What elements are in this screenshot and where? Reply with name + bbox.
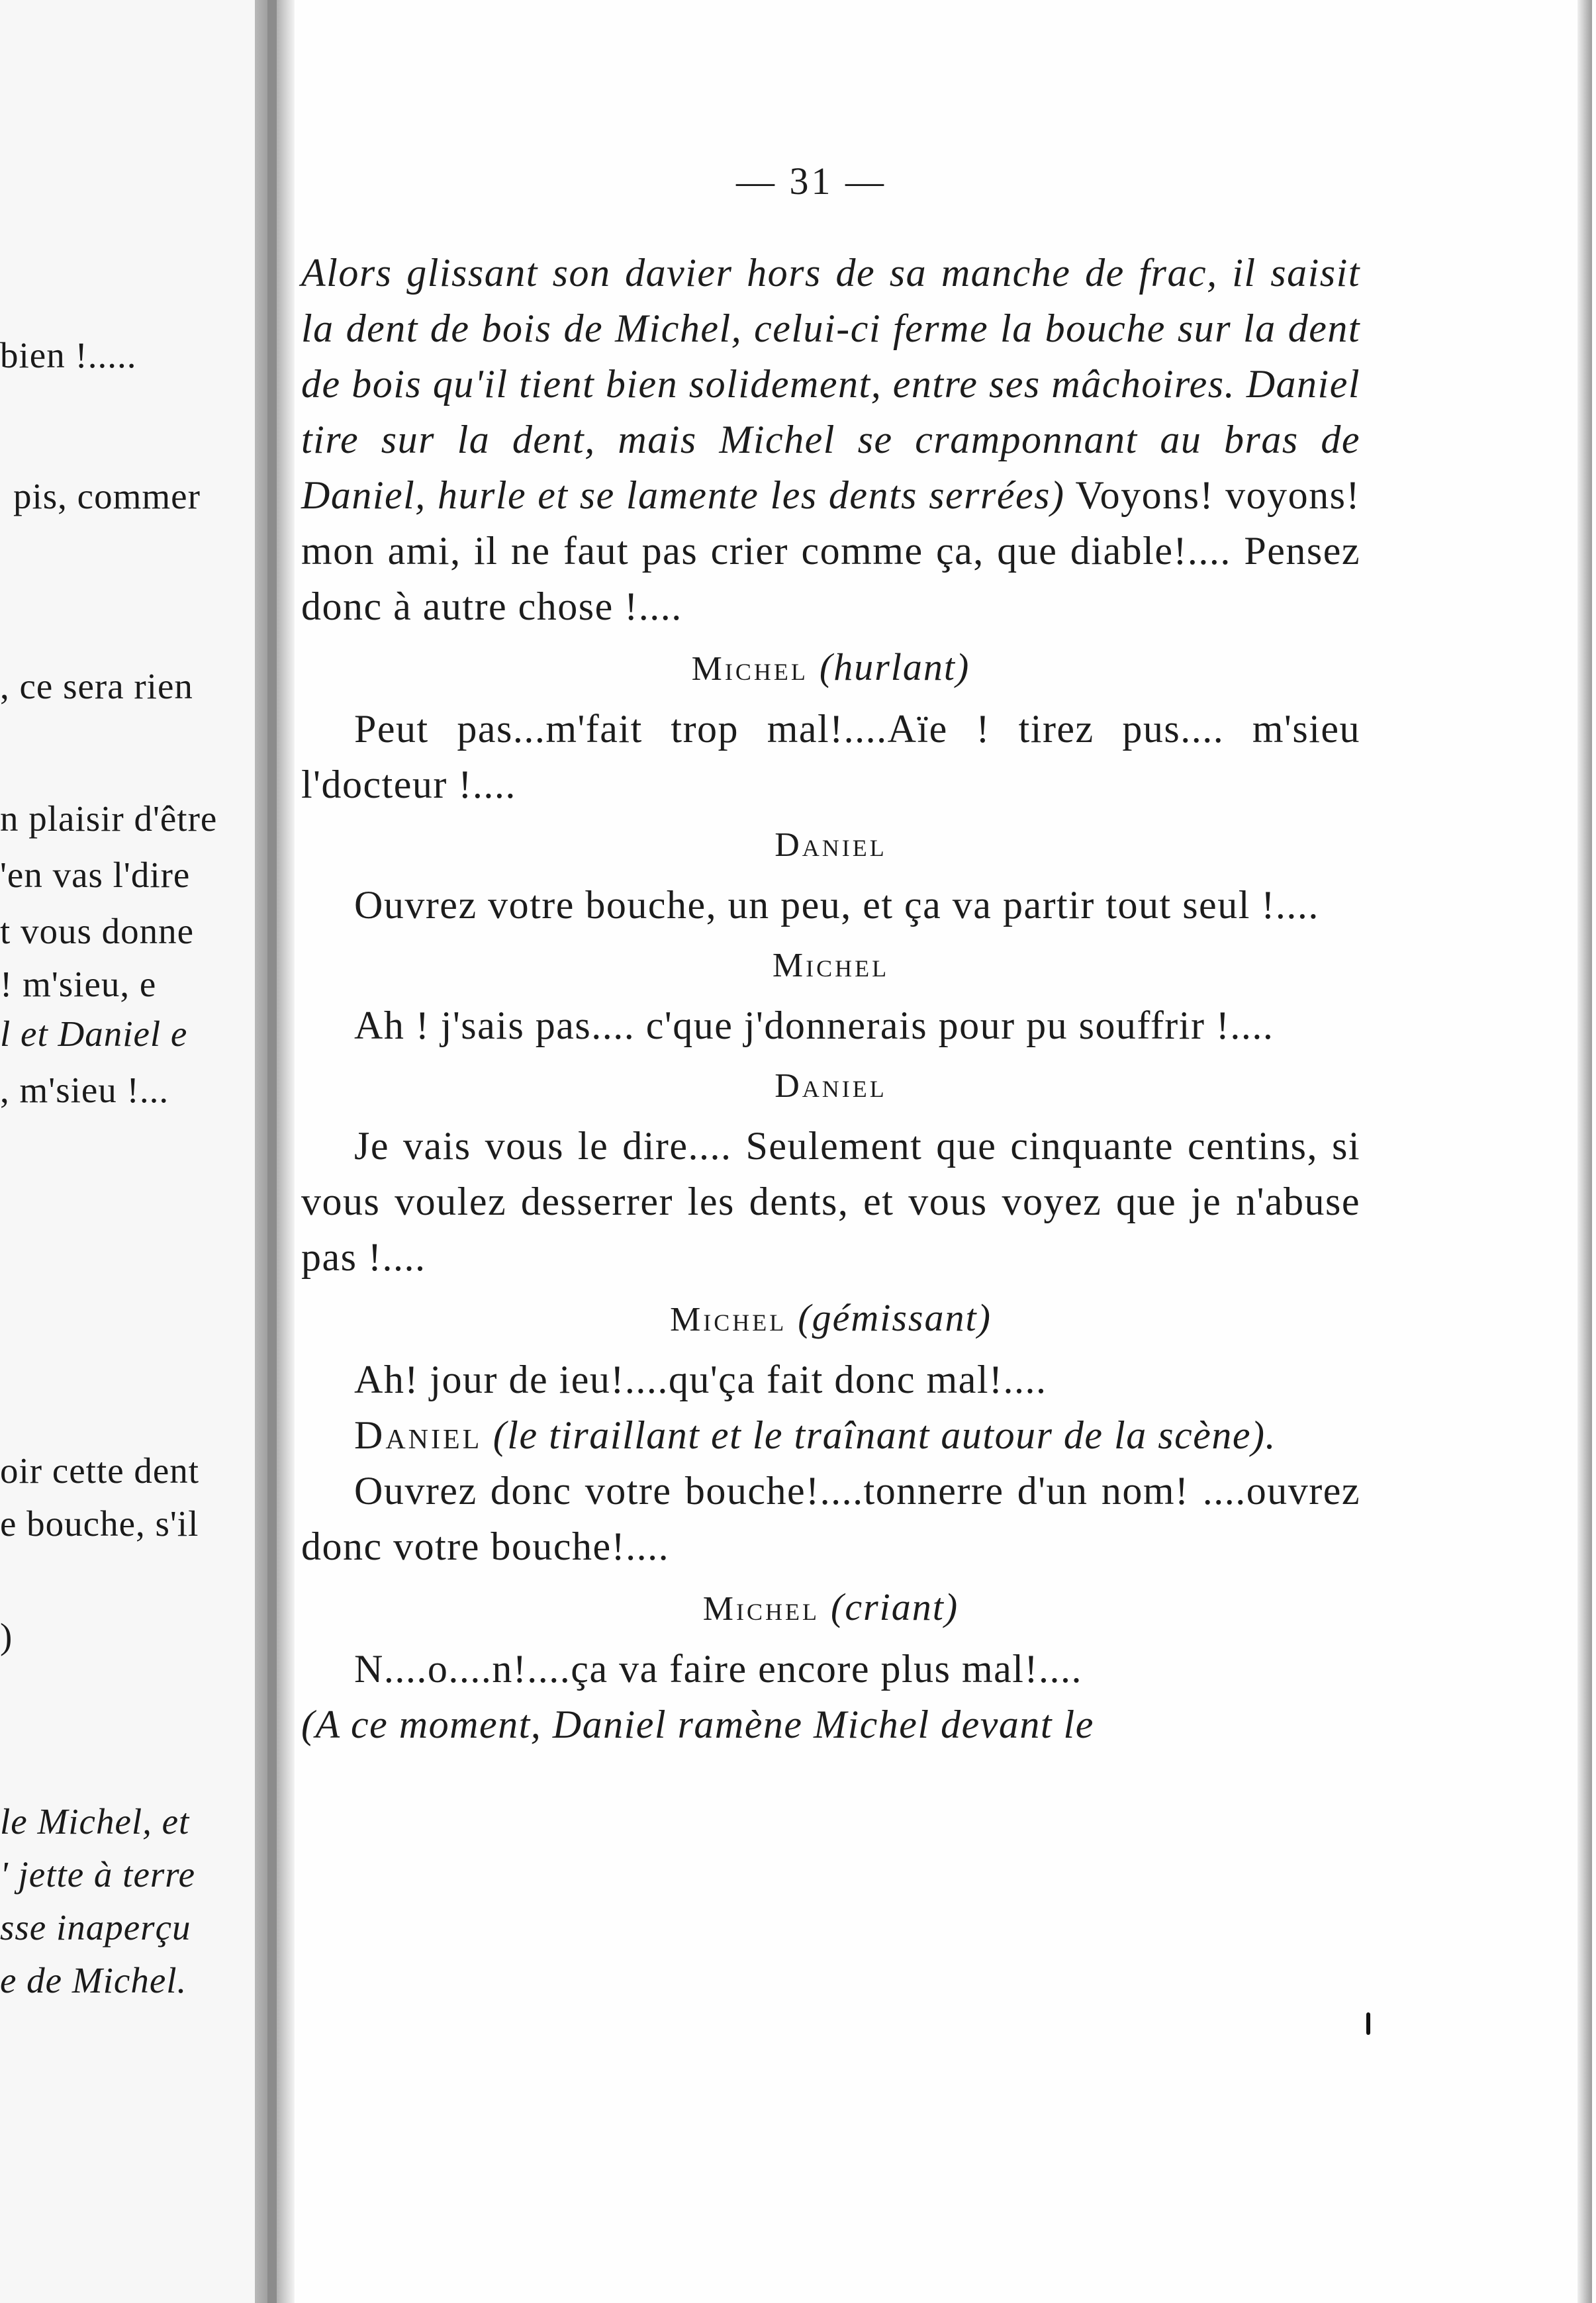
- daniel-line: Voyons! voyons! mon ami, il ne faut pas crier comme ça, que diable!.... Pensez donc à autre chose !....: [301, 473, 1360, 628]
- speaker-heading: [301, 1577, 1360, 1640]
- dialogue-line: Ah ! j'sais pas.... c'que j'donnerais pour pu souffrir !....: [354, 1004, 1274, 1047]
- left-page-line: e bouche, s'il: [0, 1503, 199, 1544]
- inline-speaker-paragraph: [301, 1407, 1360, 1463]
- speaker-heading: [301, 637, 1360, 700]
- dialogue-line: Ouvrez donc votre bouche!....tonnerre d'un nom! ....ouvrez donc votre bouche!....: [301, 1469, 1360, 1568]
- left-page-line: pis, commer: [13, 476, 201, 516]
- speaker-name: Daniel: [354, 1413, 483, 1457]
- dialogue-line: Ah! jour de ieu!....qu'ça fait donc mal!....: [354, 1358, 1047, 1401]
- dialogue-line: Peut pas...m'fait trop mal!....Aïe ! tirez pus.... m'sieu l'docteur !....: [301, 707, 1360, 806]
- speaker-heading: [301, 815, 1360, 876]
- speaker-heading: [301, 935, 1360, 996]
- left-page-line: 'en vas l'dire: [0, 855, 191, 895]
- left-page-line: bien !.....: [0, 335, 137, 375]
- left-page-line: l et Daniel e: [0, 1013, 188, 1054]
- stage-direction-text: (A ce moment, Daniel ramène Michel devant le: [301, 1703, 1094, 1746]
- left-facing-page: [0, 0, 259, 2303]
- dialogue-line: Je vais vous le dire.... Seulement que cinquante centins, si vous voulez desserrer les dents, et vous voyez que je n'abuse pas !....: [301, 1124, 1360, 1279]
- dialogue-line: N....o....n!....ça va faire encore plus mal!....: [354, 1647, 1082, 1691]
- speaker-name: Michel: [670, 1301, 787, 1339]
- speaker-name: Michel: [691, 650, 808, 688]
- page-number: — 31 —: [736, 160, 886, 203]
- left-page-line: ' jette à terre: [0, 1854, 196, 1895]
- speaker-name: Daniel: [775, 1067, 887, 1105]
- left-page-line: e de Michel.: [0, 1960, 187, 2000]
- left-page-line: , m'sieu !...: [0, 1070, 169, 1110]
- speaker-heading: [301, 1288, 1360, 1350]
- left-page-line: n plaisir d'être: [0, 798, 218, 839]
- speaker-name: Michel: [772, 947, 890, 984]
- left-page-line: le Michel, et: [0, 1801, 190, 1842]
- left-page-line: , ce sera rien: [0, 666, 193, 706]
- stage-direction-paragraph: [301, 245, 1360, 634]
- ink-mark: [1366, 2012, 1370, 2035]
- stage-direction: [301, 1697, 1360, 1752]
- left-page-line: ): [0, 1616, 13, 1656]
- speaker-direction: (le tiraillant et le traînant autour de la scène).: [493, 1413, 1276, 1457]
- left-page-line: sse inaperçu: [0, 1907, 191, 1948]
- speaker-name: Daniel: [775, 826, 887, 864]
- speaker-name: Michel: [702, 1590, 820, 1628]
- speaker-direction: (gémissant): [798, 1296, 992, 1339]
- speaker-heading: [301, 1056, 1360, 1117]
- left-page-line: oir cette dent: [0, 1450, 200, 1491]
- speaker-direction: (criant): [831, 1585, 959, 1628]
- stage-direction: Alors glissant son davier hors de sa manche de frac, il saisit la dent de bois de Michel, celui-ci ferme la bouche sur la dent de bois qu'il tient bien solidement, entre ses mâchoires. Daniel tire sur la dent, mais Michel se cramponnant au bras de Daniel, hurle et se lamente les dents serrées): [301, 251, 1360, 517]
- play-text: [301, 245, 1360, 1752]
- speaker-direction: (hurlant): [819, 645, 970, 688]
- left-page-line: ! m'sieu, e: [0, 964, 157, 1004]
- left-page-line: t vous donne: [0, 911, 195, 951]
- page-edge-shadow: [1577, 0, 1592, 2303]
- dialogue-line: Ouvrez votre bouche, un peu, et ça va partir tout seul !....: [354, 883, 1319, 927]
- binding-fold: [267, 0, 277, 2303]
